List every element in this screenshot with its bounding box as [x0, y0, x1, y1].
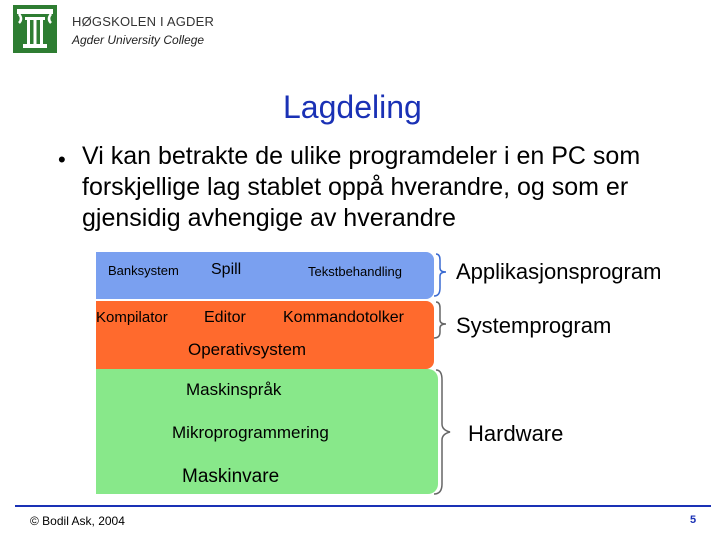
hardware-layer [96, 369, 438, 494]
label-applikasjonsprogram: Applikasjonsprogram [456, 259, 662, 284]
college-logo-icon [13, 5, 57, 53]
hw-item-maskinvare: Maskinvare [182, 466, 280, 487]
apps-item-spill: Spill [211, 261, 242, 278]
application-layer [96, 252, 434, 299]
footer-divider [15, 505, 711, 507]
sys-item-editor: Editor [204, 309, 246, 326]
os-label: Operativsystem [188, 340, 307, 359]
brace-icon [430, 250, 454, 500]
label-systemprogram: Systemprogram [456, 313, 612, 338]
os-layer [96, 335, 434, 369]
bullet-text: Vi kan betrakte de ulike programdeler i en PC som forskjellige lag stablet oppå hverandre, og som er gjensidig avhengige av hverandre [82, 142, 641, 232]
sys-item-kommandotolker: Kommandotolker [283, 309, 404, 326]
school-name-english: Agder University College [72, 33, 205, 47]
system-program-layer [96, 301, 434, 335]
apps-item-banksystem: Banksystem [108, 263, 179, 278]
school-name: HØGSKOLEN I AGDER [72, 14, 215, 29]
bullet-icon: • [58, 147, 66, 172]
label-hardware: Hardware [468, 421, 564, 446]
footer-copyright: © Bodil Ask, 2004 [30, 514, 125, 528]
sys-item-kompilator: Kompilator [96, 309, 168, 326]
slide-title: Lagdeling [283, 89, 422, 125]
hw-item-maskinsprak: Maskinspråk [186, 380, 282, 399]
hw-item-mikroprogrammering: Mikroprogrammering [172, 423, 329, 442]
apps-item-tekstbehandling: Tekstbehandling [308, 264, 402, 279]
page-number: 5 [690, 514, 697, 526]
